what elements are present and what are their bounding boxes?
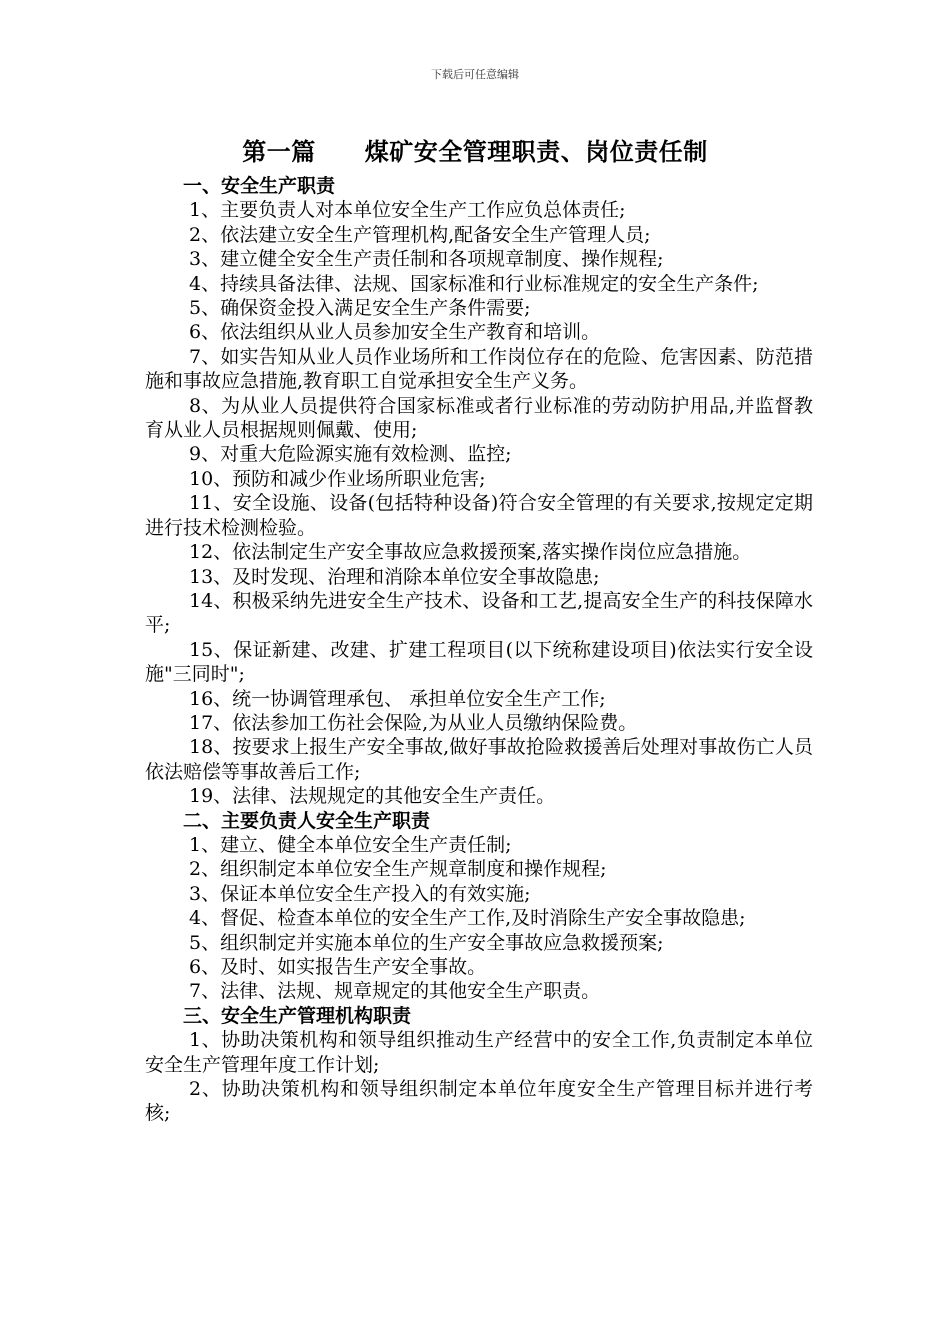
list-item: 1、建立、健全本单位安全生产责任制; (189, 833, 512, 856)
list-item: 5、组织制定并实施本单位的生产安全事故应急救援预案; (189, 931, 664, 954)
list-item: 19、法律、法规规定的其他安全生产责任。 (189, 785, 556, 808)
section-heading: 三、安全生产管理机构职责 (183, 1004, 412, 1027)
list-item: 2、组织制定本单位安全生产规章制度和操作规程; (189, 858, 607, 881)
list-item: 15、保证新建、改建、扩建工程项目(以下统称建设项目)依法实行安全设施"三同时"; (145, 638, 813, 686)
section-heading: 一、安全生产职责 (183, 175, 336, 197)
list-item: 6、及时、如实报告生产安全事故。 (189, 956, 487, 978)
list-item: 7、法律、法规、规章规定的其他安全生产职责。 (189, 980, 601, 1003)
list-item: 14、积极采纳先进安全生产技术、设备和工艺,提高安全生产的科技保障水平; (145, 589, 813, 637)
page-title: 第一篇 煤矿安全管理职责、岗位责任制 (242, 138, 708, 166)
header-note: 下载后可任意编辑 (431, 68, 519, 81)
list-item: 4、督促、检查本单位的安全生产工作,及时消除生产安全事故隐患; (189, 907, 746, 930)
list-item: 13、及时发现、治理和消除本单位安全事故隐患; (189, 565, 600, 588)
list-item: 8、为从业人员提供符合国家标准或者行业标准的劳动防护用品,并监督教育从业人员根据规则佩戴、使用; (145, 394, 813, 442)
list-item: 5、确保资金投入满足安全生产条件需要; (189, 297, 531, 320)
list-item: 2、依法建立安全生产管理机构,配备安全生产管理人员; (189, 223, 651, 246)
list-item: 9、对重大危险源实施有效检测、监控; (189, 443, 512, 466)
list-item: 12、依法制定生产安全事故应急救援预案,落实操作岗位应急措施。 (189, 541, 752, 564)
list-item: 17、依法参加工伤社会保险,为从业人员缴纳保险费。 (189, 711, 638, 734)
list-item: 4、持续具备法律、法规、国家标准和行业标准规定的安全生产条件; (189, 272, 759, 295)
list-item: 1、协助决策机构和领导组织推动生产经营中的安全工作,负责制定本单位安全生产管理年度工作计划; (145, 1029, 813, 1076)
list-item: 18、按要求上报生产安全事故,做好事故抢险救援善后处理对事故伤亡人员依法赔偿等事故善后工作; (145, 736, 813, 783)
list-item: 7、如实告知从业人员作业场所和工作岗位存在的危险、危害因素、防范措施和事故应急措施,教育职工自觉承担安全生产义务。 (145, 345, 813, 393)
list-item: 10、预防和减少作业场所职业危害; (189, 467, 486, 490)
list-item: 11、安全设施、设备(包括特种设备)符合安全管理的有关要求,按规定定期进行技术检测检验。 (145, 492, 813, 539)
section-heading: 二、主要负责人安全生产职责 (183, 809, 431, 832)
list-item: 3、建立健全安全生产责任制和各项规章制度、操作规程; (189, 248, 664, 271)
list-item: 1、主要负责人对本单位安全生产工作应负总体责任; (189, 199, 626, 222)
list-item: 2、协助决策机构和领导组织制定本单位年度安全生产管理目标并进行考核; (145, 1078, 813, 1125)
list-item: 16、统一协调管理承包、 承担单位安全生产工作; (189, 687, 606, 710)
document-body (145, 174, 813, 1126)
list-item: 3、保证本单位安全生产投入的有效实施; (189, 882, 531, 905)
list-item: 6、依法组织从业人员参加安全生产教育和培训。 (189, 321, 601, 344)
